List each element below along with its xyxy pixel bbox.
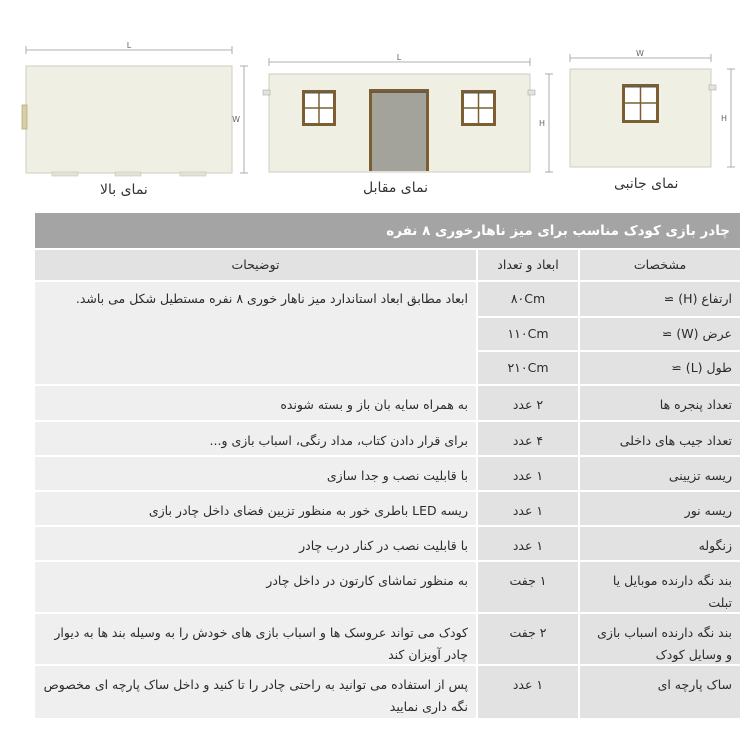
- header-spec: مشخصات: [580, 250, 740, 280]
- table-row: [35, 664, 740, 718]
- spec-cell: زنگوله: [580, 527, 740, 560]
- front-view-caption: نمای مقابل: [363, 180, 429, 196]
- front-door: [372, 93, 426, 171]
- side-view: [570, 49, 735, 167]
- dimension-cell: ۲ عدد: [476, 386, 580, 420]
- front-view: [263, 53, 553, 172]
- table-row: [35, 560, 740, 612]
- dimension-cell: ۱ عدد: [476, 492, 580, 525]
- dimension-cell: ۱ عدد: [476, 666, 580, 718]
- spec-cell: تعداد پنجره ها: [580, 386, 740, 420]
- description-cell: کودک می تواند عروسک ها و اسباب بازی های خودش را به وسیله بند ها به دیوار چادر آویزان کند: [35, 614, 476, 664]
- spec-cell: بند نگه دارنده موبایل یا تبلت: [580, 562, 740, 612]
- dimension-cell: ۲ جفت: [476, 614, 580, 664]
- table-title: چادر بازی کودک مناسب برای میز ناهارخوری ۸ نفره: [35, 213, 740, 248]
- dimension-cell: ۸۰Cm: [476, 282, 580, 316]
- spec-cell: عرض (W) ≃: [580, 318, 740, 350]
- top-width-label: W: [232, 115, 240, 124]
- description-cell: ریسه LED باطری خور به منظور تزیین فضای داخل چادر بازی: [35, 492, 476, 525]
- spec-cell: ریسه نور: [580, 492, 740, 525]
- spec-cell: ساک پارچه ای: [580, 666, 740, 718]
- table-row: [476, 316, 740, 350]
- table-row: [35, 455, 740, 490]
- description-cell: به منظور تماشای کارتون در داخل چادر: [35, 562, 476, 612]
- table-row: [35, 384, 740, 420]
- description-cell: به همراه سایه بان باز و بسته شونده: [35, 386, 476, 420]
- top-view: [22, 41, 248, 176]
- description-cell: با قابلیت نصب در کنار درب چادر: [35, 527, 476, 560]
- header-description: توضیحات: [35, 250, 476, 280]
- top-view-roof: [26, 66, 232, 173]
- top-length-label: L: [126, 41, 132, 50]
- dimension-cell: ۱۱۰Cm: [476, 318, 580, 350]
- description-cell: برای قرار دادن کتاب، مداد رنگی، اسباب بازی و...: [35, 422, 476, 455]
- dimension-cell: ۱ عدد: [476, 527, 580, 560]
- dimension-cell: ۲۱۰Cm: [476, 352, 580, 384]
- table-row: [35, 525, 740, 560]
- front-length-label: L: [396, 53, 402, 62]
- dimension-group: [35, 280, 740, 384]
- spec-cell: بند نگه دارنده اسباب بازی و وسایل کودک: [580, 614, 740, 664]
- dimension-cell: ۴ عدد: [476, 422, 580, 455]
- side-width-label: W: [636, 49, 644, 58]
- table-header-row: [35, 248, 740, 280]
- top-view-caption: نمای بالا: [100, 182, 148, 198]
- description-cell: با قابلیت نصب و جدا سازی: [35, 457, 476, 490]
- table-row: [476, 350, 740, 384]
- description-cell: پس از استفاده می توانید به راحتی چادر را تا کنید و داخل ساک پارچه ای مخصوص نگه داری نمایید: [35, 666, 476, 718]
- front-height-label: H: [538, 119, 545, 128]
- dimension-cell: ۱ عدد: [476, 457, 580, 490]
- spec-cell: تعداد جیب های داخلی: [580, 422, 740, 455]
- header-dimension: ابعاد و تعداد: [476, 250, 580, 280]
- table-row: [476, 282, 740, 316]
- spec-cell: ریسه تزیینی: [580, 457, 740, 490]
- table-row: [35, 420, 740, 455]
- top-view-door-flap: [22, 105, 27, 129]
- spec-cell: طول (L) ≃: [580, 352, 740, 384]
- table-row: [35, 490, 740, 525]
- side-view-caption: نمای جانبی: [614, 176, 679, 192]
- spec-table: [35, 213, 740, 718]
- spec-cell: ارتفاع (H) ≃: [580, 282, 740, 316]
- dimension-description: ابعاد مطابق ابعاد استاندارد میز ناهار خوری ۸ نفره مستطیل شکل می باشد.: [35, 282, 476, 384]
- dimension-cell: ۱ جفت: [476, 562, 580, 612]
- side-height-label: H: [720, 114, 727, 123]
- table-row: [35, 612, 740, 664]
- tent-drawings: [0, 0, 750, 212]
